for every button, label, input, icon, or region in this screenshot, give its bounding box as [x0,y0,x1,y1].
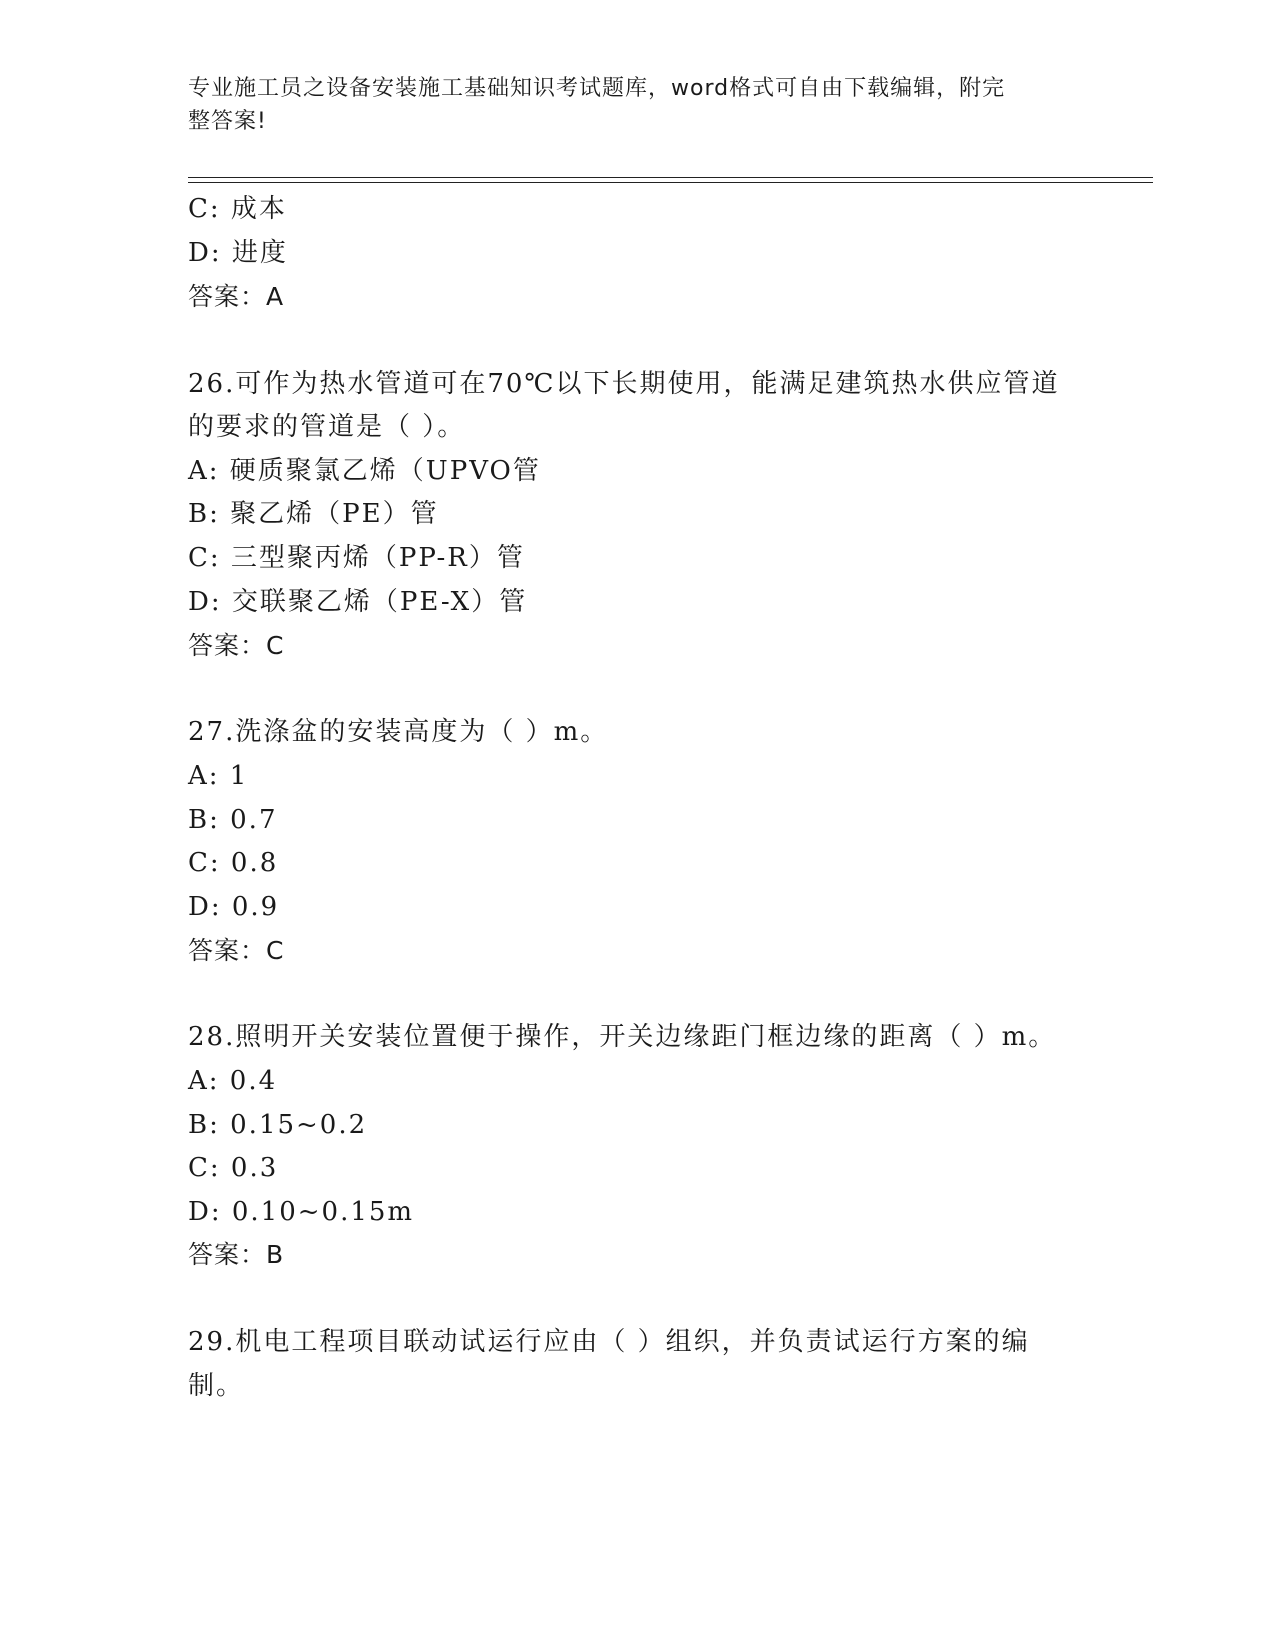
option-d: D: 进度 [188,238,288,268]
option-c: C: 0.8 [188,848,279,878]
document-header [188,72,1068,138]
question-stem: 28.照明开关安装位置便于操作，开关边缘距门框边缘的距离（ ）m。 [188,1022,1057,1052]
question-stem: 29.机电工程项目联动试运行应由（ ）组织，并负责试运行方案的编 [188,1327,1030,1357]
question-stem: 26.可作为热水管道可在70℃以下长期使用，能满足建筑热水供应管道 [188,369,1060,399]
header-line-2: 整答案! [188,109,267,134]
option-b: B: 0.7 [188,805,278,835]
option-a: A: 1 [188,761,249,791]
answer-line: 答案：B [188,1240,285,1269]
question-stem: 27.洗涤盆的安装高度为（ ）m。 [188,717,609,747]
option-d: D: 0.9 [188,892,280,922]
question-stem: 制。 [188,1371,245,1401]
answer-line: 答案：C [188,936,285,965]
option-d: D: 0.10~0.15m [188,1197,415,1227]
option-a: A: 0.4 [188,1066,278,1096]
header-line-1: 专业施工员之设备安装施工基础知识考试题库，word格式可自由下载编辑，附完 [188,76,1006,101]
option-c: C: 成本 [188,194,287,224]
question-stem: 的要求的管道是（ ）。 [188,412,466,442]
option-a: A: 硬质聚氯乙烯（UPVO管 [188,456,541,486]
header-rule-bottom [188,182,1153,183]
option-c: C: 三型聚丙烯（PP-R）管 [188,543,525,573]
answer-line: 答案：C [188,631,285,660]
option-d: D: 交联聚乙烯（PE-X）管 [188,587,528,617]
answer-line: 答案：A [188,282,285,311]
header-rule-top [188,177,1153,178]
option-b: B: 聚乙烯（PE）管 [188,499,439,529]
option-c: C: 0.3 [188,1153,279,1183]
option-b: B: 0.15~0.2 [188,1110,368,1140]
